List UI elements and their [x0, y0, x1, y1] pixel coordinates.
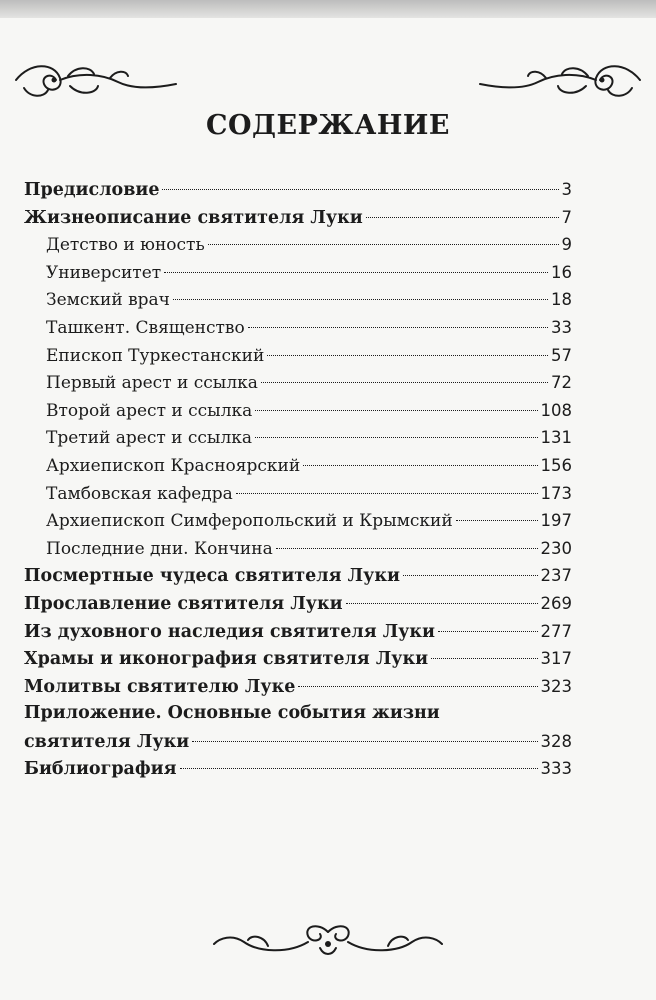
toc-entry	[24, 452, 572, 480]
toc-entry	[24, 562, 572, 590]
toc-entry-title: Последние дни. Кончина	[46, 538, 273, 559]
dot-leader	[236, 493, 538, 494]
toc-entry-title: Университет	[46, 262, 162, 283]
toc-page-number: 197	[540, 511, 572, 531]
table-of-contents	[24, 176, 572, 783]
toc-entry	[24, 700, 572, 728]
toc-page-number: 9	[561, 235, 572, 255]
toc-entry-title: Жизнеописание святителя Луки	[24, 207, 363, 228]
toc-page-number: 317	[540, 649, 572, 669]
toc-entry-title: Земский врач	[46, 290, 170, 311]
toc-entry	[24, 507, 572, 535]
dot-leader	[261, 382, 548, 383]
dot-leader	[456, 520, 538, 521]
dot-leader	[438, 631, 537, 632]
toc-page-number: 7	[561, 207, 572, 227]
toc-entry-title: Ташкент. Священство	[46, 317, 245, 338]
toc-page-number: 230	[540, 538, 572, 558]
toc-page-number: 173	[540, 483, 572, 503]
dot-leader	[366, 217, 559, 218]
dot-leader	[303, 465, 537, 466]
toc-page-number: 3	[561, 180, 572, 199]
toc-entry	[24, 645, 572, 673]
toc-entry	[24, 314, 572, 342]
toc-entry	[24, 231, 572, 259]
flourish-ornament-right-icon	[476, 58, 646, 102]
toc-page-number: 72	[551, 373, 572, 393]
toc-entry-title: Второй арест и ссылка	[46, 400, 253, 421]
dot-leader	[173, 299, 548, 300]
toc-entry-title: Детство и юность	[46, 235, 205, 256]
toc-page-number: 16	[551, 262, 572, 282]
dot-leader	[431, 658, 537, 659]
dot-leader	[346, 603, 538, 604]
toc-entry	[24, 369, 572, 397]
toc-entry	[24, 618, 572, 646]
toc-page-number: 328	[540, 731, 572, 751]
dot-leader	[164, 272, 548, 273]
dot-leader	[180, 768, 538, 769]
toc-entry	[24, 259, 572, 287]
toc-entry-title: Посмертные чудеса святителя Луки	[24, 566, 400, 587]
toc-entry-title: Из духовного наследия святителя Луки	[24, 621, 436, 642]
toc-entry	[24, 176, 572, 204]
toc-entry-title: Прославление святителя Луки	[24, 593, 343, 614]
toc-page-number: 333	[540, 759, 572, 779]
toc-page-number: 131	[540, 428, 572, 448]
toc-entry-title: Тамбовская кафедра	[46, 483, 233, 504]
toc-entry-title: Третий арест и ссылка	[46, 428, 253, 449]
toc-entry	[24, 590, 572, 618]
dot-leader	[248, 327, 548, 328]
toc-entry-title: святителя Луки	[24, 731, 190, 752]
dot-leader	[403, 575, 538, 576]
toc-entry-title: Епископ Туркестанский	[46, 345, 265, 366]
dot-leader	[255, 437, 537, 438]
dot-leader	[192, 741, 537, 742]
dot-leader	[276, 548, 538, 549]
toc-entry	[24, 728, 572, 756]
toc-page-number: 277	[540, 621, 572, 641]
toc-entry-title: Предисловие	[24, 180, 160, 200]
toc-page-number: 33	[551, 317, 572, 337]
toc-page-number: 18	[551, 290, 572, 310]
flourish-ornament-bottom-icon	[208, 918, 448, 962]
dot-leader	[267, 355, 548, 356]
toc-page-number: 237	[540, 566, 572, 586]
toc-entry	[24, 535, 572, 563]
dot-leader	[255, 410, 537, 411]
dot-leader	[298, 686, 537, 687]
toc-entry	[24, 673, 572, 701]
toc-entry	[24, 286, 572, 314]
toc-entry	[24, 204, 572, 232]
toc-entry	[24, 424, 572, 452]
toc-page-number: 57	[551, 345, 572, 365]
toc-entry-title: Приложение. Основные события жизни	[24, 703, 440, 724]
flourish-ornament-left-icon	[10, 58, 180, 102]
dot-leader	[162, 189, 558, 190]
toc-entry-title: Молитвы святителю Луке	[24, 676, 296, 697]
toc-entry	[24, 397, 572, 425]
toc-entry-title: Библиография	[24, 759, 177, 780]
toc-page-number: 269	[540, 593, 572, 613]
toc-entry-title: Храмы и иконография святителя Луки	[24, 649, 429, 670]
toc-page-number: 156	[540, 455, 572, 475]
page-title: СОДЕРЖАНИЕ	[206, 110, 450, 141]
toc-page-number: 108	[540, 400, 572, 420]
toc-entry-title: Архиепископ Красноярский	[46, 455, 301, 476]
toc-entry	[24, 755, 572, 783]
toc-entry-title: Первый арест и ссылка	[46, 373, 258, 394]
toc-entry	[24, 480, 572, 508]
toc-page-number: 323	[540, 676, 572, 696]
dot-leader	[208, 244, 559, 245]
toc-entry	[24, 342, 572, 370]
toc-entry-title: Архиепископ Симферопольский и Крымский	[46, 511, 453, 532]
